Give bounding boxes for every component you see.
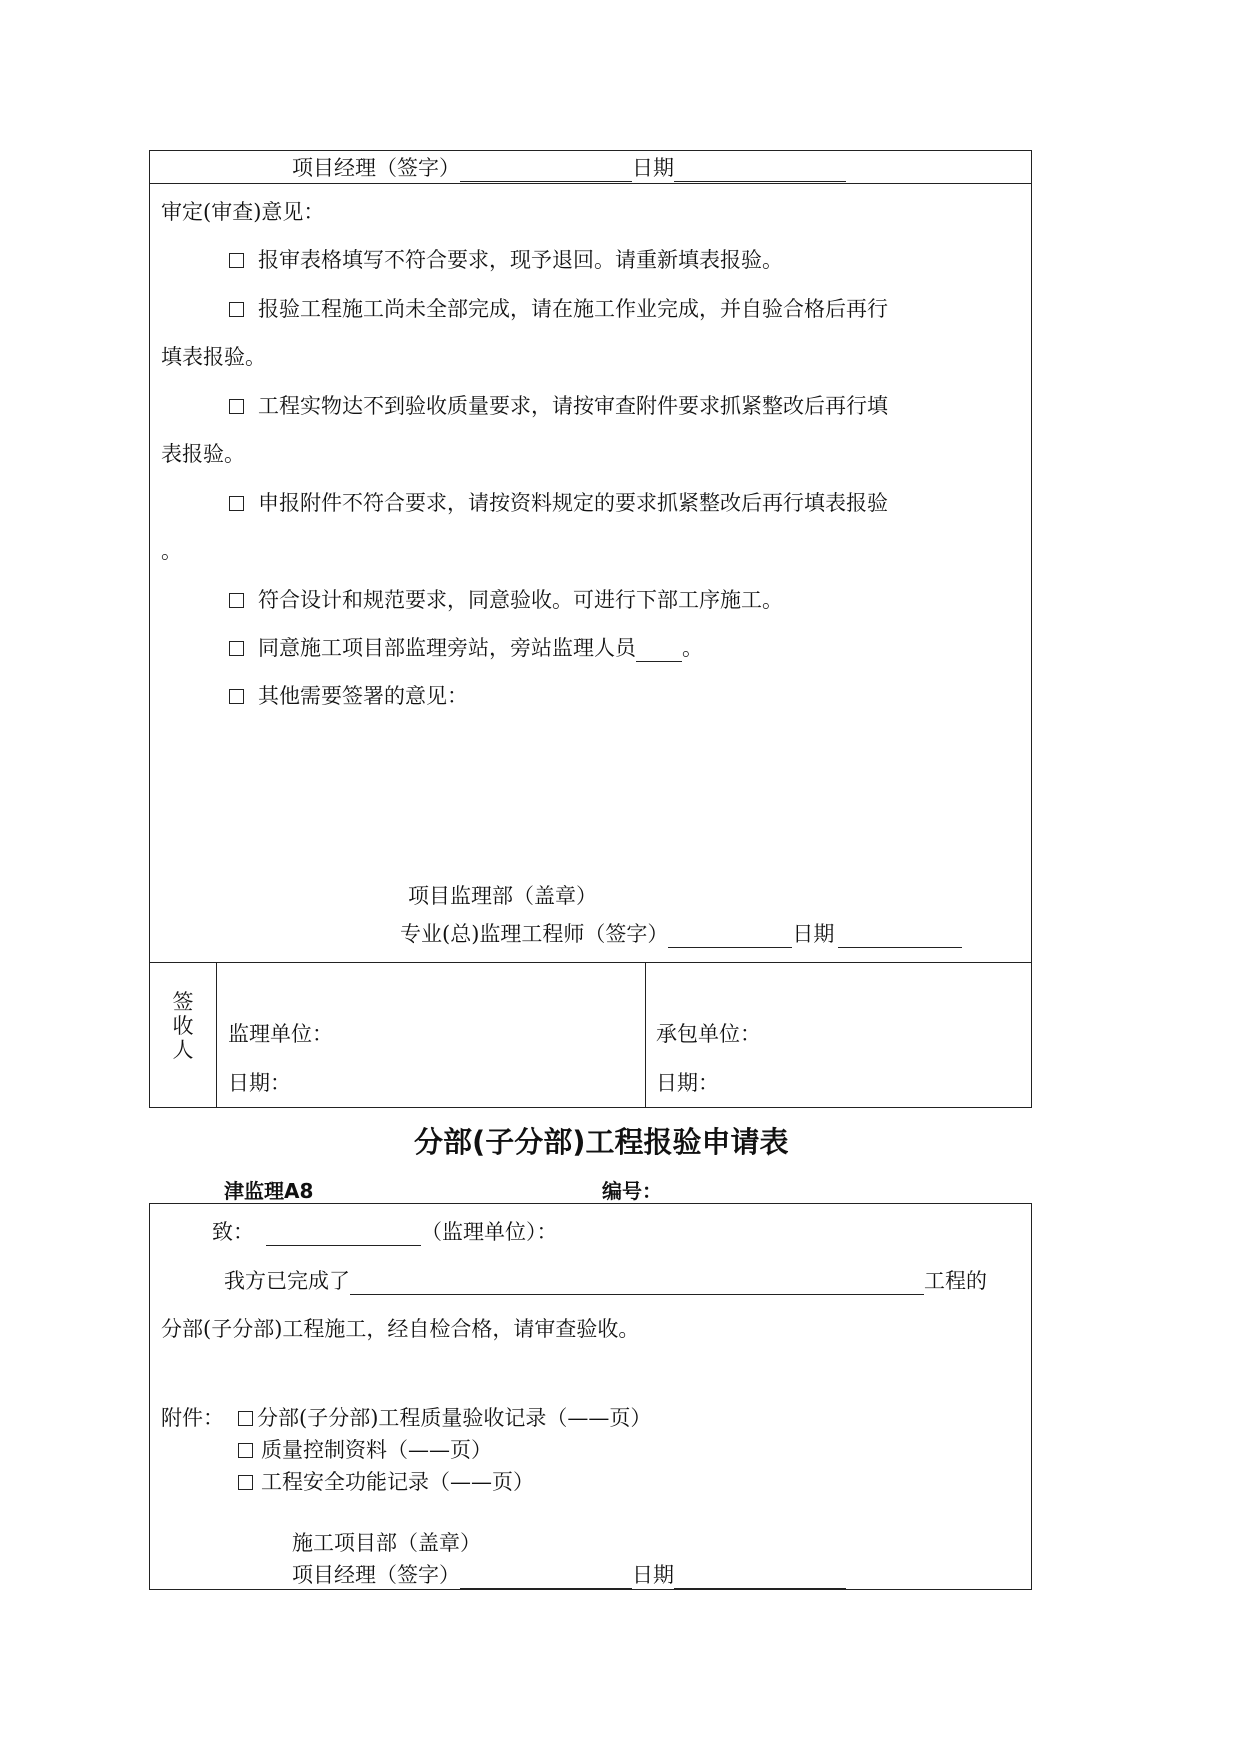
supervision-unit-label: 监理单位： [228, 1022, 333, 1046]
review-heading: 审定(审查)意见： [161, 200, 325, 224]
review-option-4-cont: 。 [161, 539, 182, 563]
attachment-item-1[interactable]: 分部(子分部)工程质量验收记录（——页） [238, 1402, 651, 1432]
attachments-label: 附件： [161, 1406, 224, 1430]
checkbox-icon[interactable] [238, 1475, 253, 1490]
completed-suffix: 工程的 [924, 1269, 987, 1293]
pm-date-field[interactable] [674, 161, 846, 182]
to-label: 致： [212, 1220, 254, 1244]
top-form-row-divider-2 [149, 962, 1032, 963]
bottom-pm-date-field[interactable] [674, 1568, 846, 1589]
review-option-2-cont: 填表报验。 [161, 345, 266, 369]
bottom-pm-signature-label: 项目经理（签字） [292, 1563, 460, 1587]
engineer-signature-row [400, 918, 962, 948]
bottom-form-table [149, 1203, 1032, 1590]
checkbox-icon[interactable] [238, 1411, 253, 1426]
review-option-2[interactable]: 报验工程施工尚未全部完成，请在施工作业完成，并自验合格后再行 [229, 293, 888, 323]
attachment-item-2[interactable]: 质量控制资料（——页） [238, 1434, 492, 1464]
review-option-7[interactable]: 其他需要签署的意见： [229, 680, 468, 710]
sign-receipt-label: 签 收 人 [172, 990, 194, 1062]
review-option-5[interactable]: 符合设计和规范要求，同意验收。可进行下部工序施工。 [229, 584, 783, 614]
contractor-unit-date-label: 日期： [656, 1071, 719, 1095]
onsite-supervisor-field[interactable] [636, 641, 682, 662]
checkbox-icon[interactable] [229, 496, 244, 511]
checkbox-icon[interactable] [238, 1443, 253, 1458]
pm-signature-label: 项目经理（签字） [292, 156, 460, 180]
to-suffix: （监理单位）： [421, 1220, 558, 1244]
supervision-unit-date-label: 日期： [228, 1071, 291, 1095]
engineer-date-field[interactable] [838, 927, 962, 948]
supervision-unit-field[interactable] [266, 1225, 421, 1246]
pm-date-label: 日期 [632, 156, 674, 180]
to-row [212, 1216, 558, 1246]
supervision-dept-stamp: 项目监理部（盖章） [408, 884, 597, 908]
top-form-row-divider-1 [149, 183, 1032, 184]
sign-receipt-column-divider [216, 962, 217, 1108]
engineer-signature-field[interactable] [668, 927, 792, 948]
review-option-1[interactable]: 报审表格填写不符合要求，现予退回。请重新填表报验。 [229, 244, 783, 274]
attachment-item-3[interactable]: 工程安全功能记录（——页） [238, 1466, 534, 1496]
checkbox-icon[interactable] [229, 253, 244, 268]
review-option-3[interactable]: 工程实物达不到验收质量要求，请按审查附件要求抓紧整改后再行填 [229, 390, 888, 420]
completed-line2: 分部(子分部)工程施工，经自检合格，请审查验收。 [161, 1317, 640, 1341]
checkbox-icon[interactable] [229, 302, 244, 317]
completed-prefix: 我方已完成了 [224, 1269, 350, 1293]
pm-signature-field[interactable] [460, 161, 632, 182]
review-option-3-cont: 表报验。 [161, 442, 245, 466]
bottom-pm-date-label: 日期 [632, 1563, 674, 1587]
contractor-unit-label: 承包单位： [656, 1022, 761, 1046]
form-number-label: 编号： [602, 1179, 662, 1203]
engineer-signature-label: 专业(总)监理工程师（签字） [400, 922, 669, 946]
project-name-field[interactable] [350, 1274, 924, 1295]
checkbox-icon[interactable] [229, 593, 244, 608]
review-option-4[interactable]: 申报附件不符合要求，请按资料规定的要求抓紧整改后再行填表报验 [229, 487, 888, 517]
engineer-date-label: 日期 [792, 922, 835, 946]
pm-signature-row [292, 152, 846, 182]
review-option-6[interactable]: 同意施工项目部监理旁站，旁站监理人员 。 [229, 632, 703, 662]
unit-column-divider [645, 962, 646, 1108]
form-title: 分部(子分部)工程报验申请表 [414, 1125, 789, 1159]
checkbox-icon[interactable] [229, 399, 244, 414]
bottom-pm-signature-field[interactable] [460, 1568, 632, 1589]
checkbox-icon[interactable] [229, 641, 244, 656]
construction-dept-stamp: 施工项目部（盖章） [292, 1531, 481, 1555]
completed-row [224, 1265, 987, 1295]
bottom-pm-signature-row [292, 1559, 846, 1589]
form-code: 津监理A8 [224, 1179, 314, 1203]
checkbox-icon[interactable] [229, 689, 244, 704]
